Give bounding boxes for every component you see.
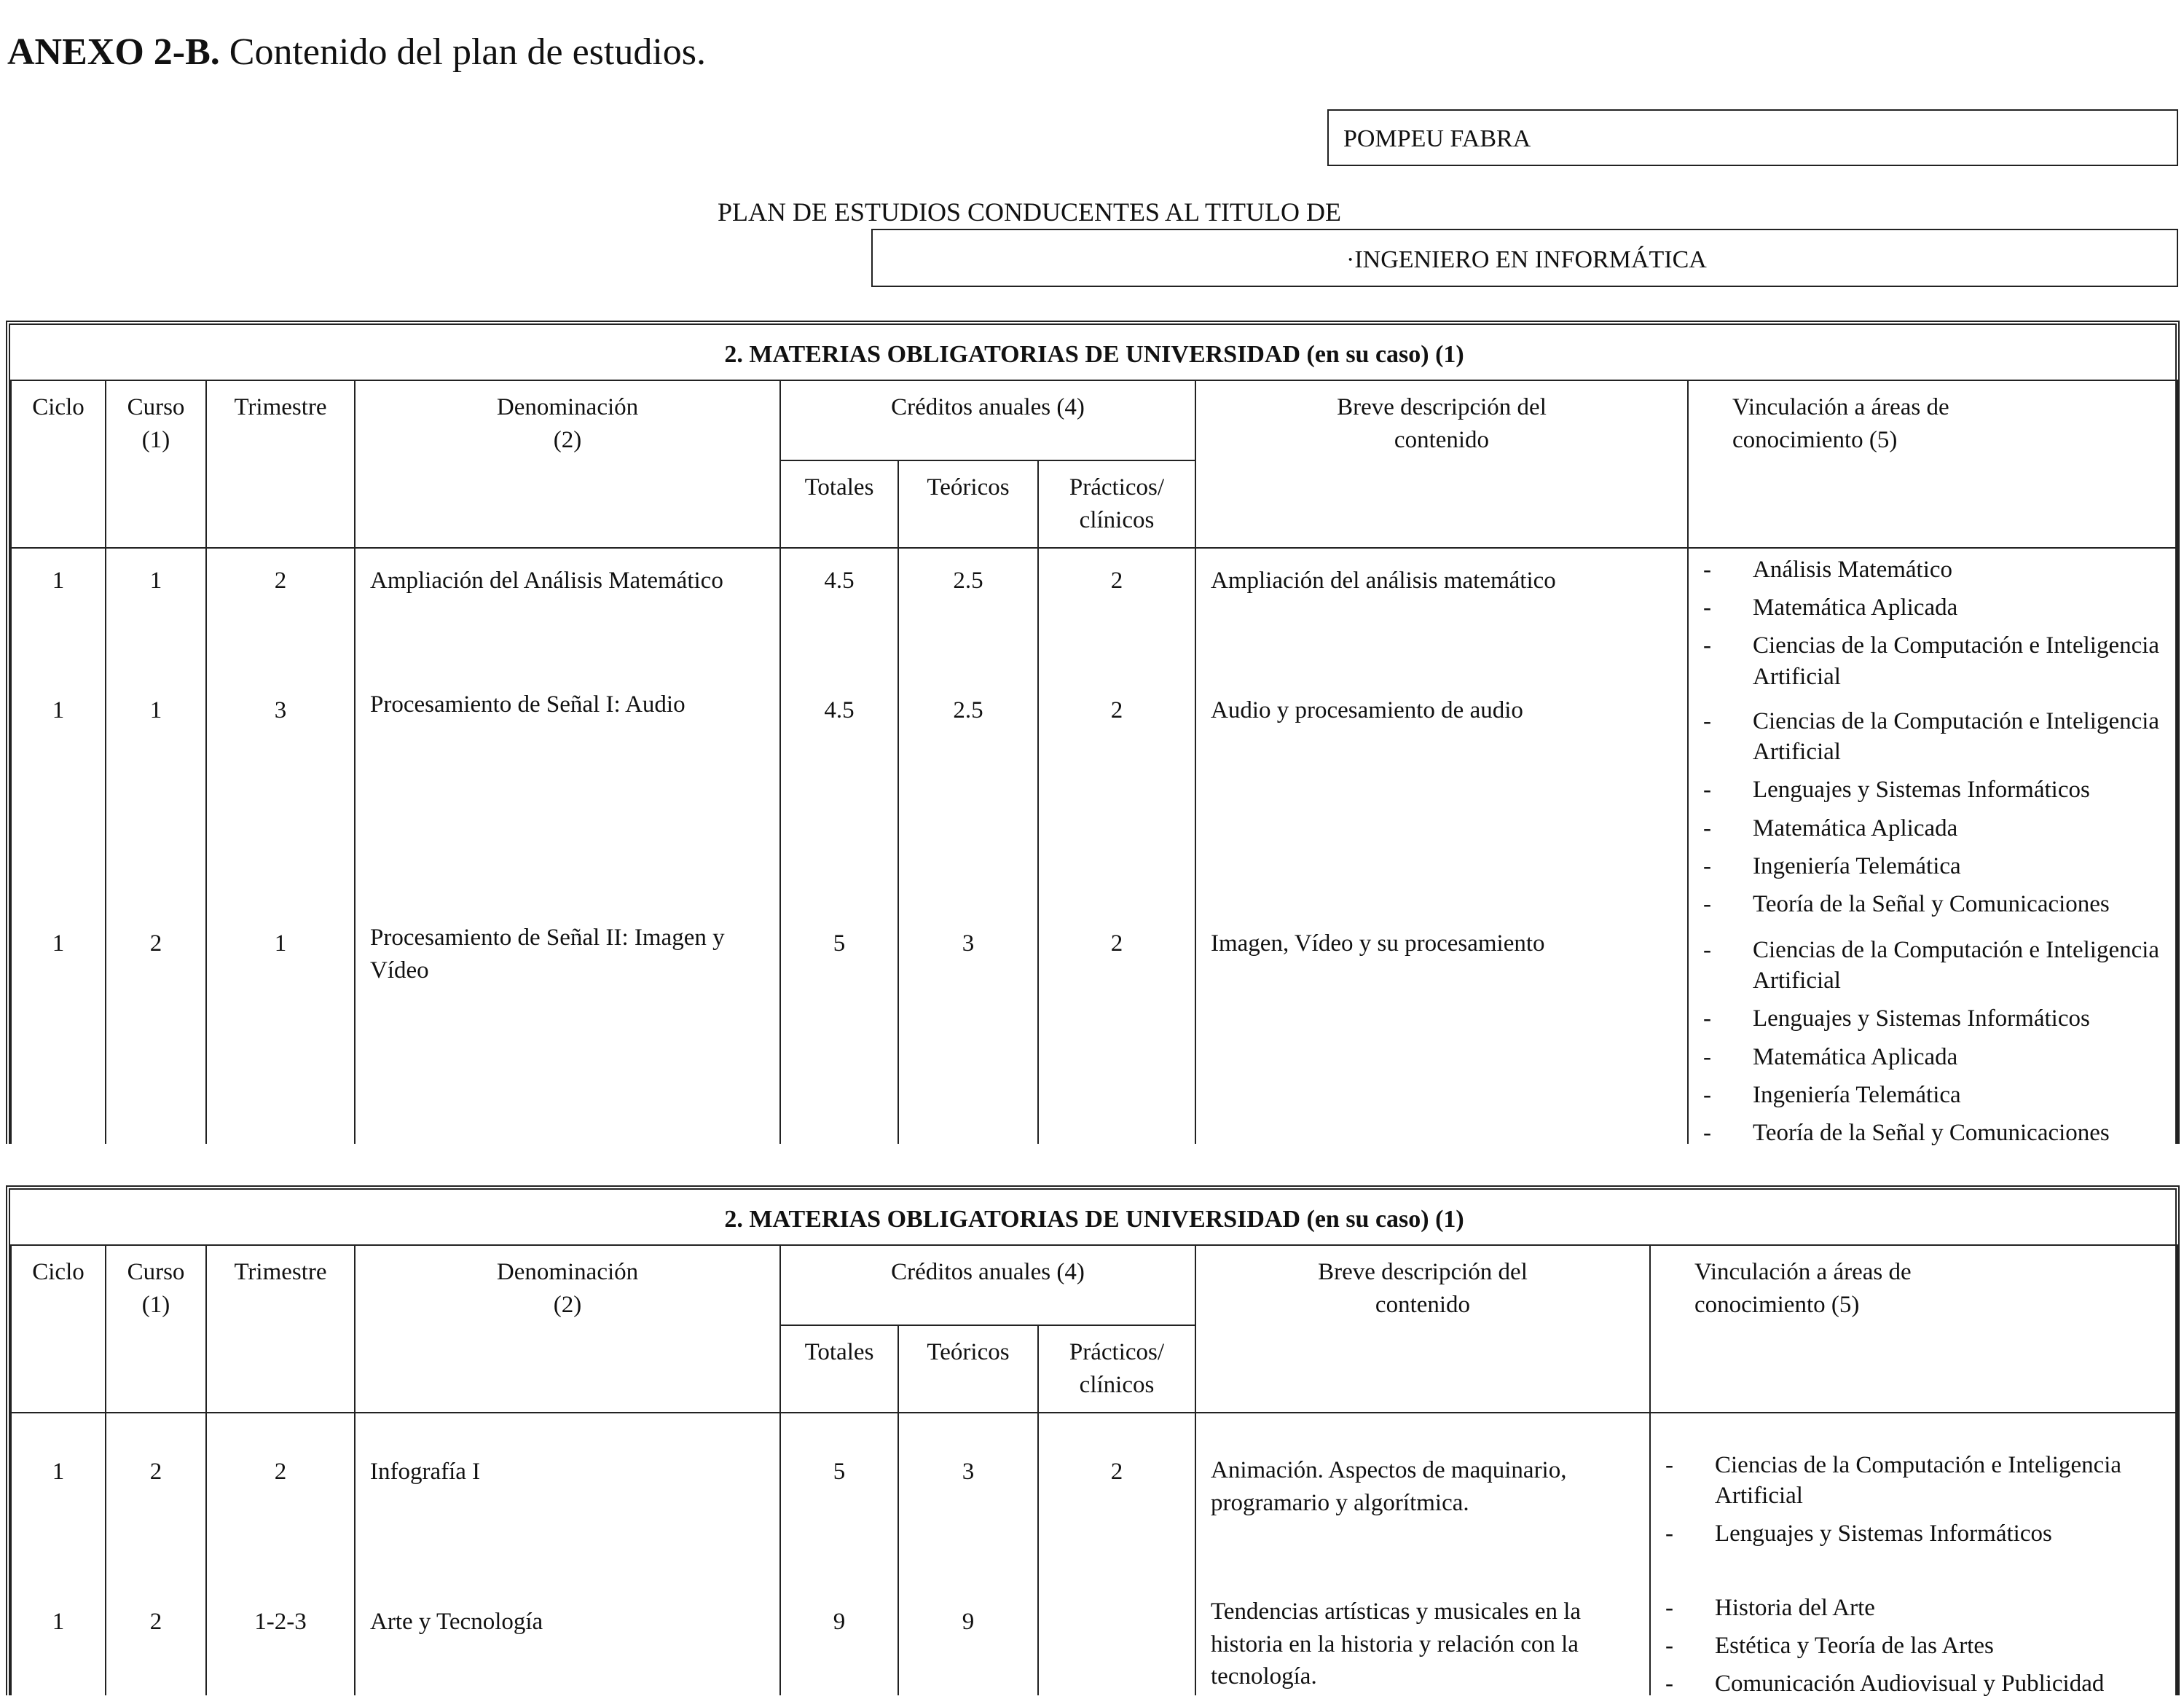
subjects-table-1	[6, 321, 2180, 1147]
subjects-table-2	[6, 1185, 2180, 1698]
area-item: - Matemática Aplicada	[1689, 813, 2177, 844]
col-denominacion: Denominación (2)	[355, 1245, 780, 1413]
curso-cell: 1 1 2	[106, 548, 206, 1144]
university-box	[1327, 109, 2178, 166]
col-practicos: Prácticos/ clínicos	[1038, 1325, 1195, 1413]
degree-box	[871, 229, 2178, 287]
degree-title: ·INGENIERO EN INFORMÁTICA	[1346, 246, 1707, 273]
practicos-cell: 2 2 2	[1038, 548, 1195, 1144]
annex-label: ANEXO 2-B.	[7, 31, 220, 73]
area-item: - Matemática Aplicada	[1689, 1042, 2177, 1072]
vinculacion-cell	[1650, 1413, 2177, 1698]
teoricos-cell: 2.5 2.5 3	[898, 548, 1038, 1144]
annex-title: Contenido del plan de estudios.	[229, 31, 707, 73]
university-name: POMPEU FABRA	[1343, 125, 1531, 152]
col-teoricos: Teóricos	[898, 460, 1038, 548]
teoricos-cell: 3 9	[898, 1413, 1038, 1695]
section-title: 2. MATERIAS OBLIGATORIAS DE UNIVERSIDAD (en su caso) (1)	[11, 1190, 2177, 1245]
section-title: 2. MATERIAS OBLIGATORIAS DE UNIVERSIDAD (en su caso) (1)	[11, 325, 2177, 380]
denominacion-cell: Infografía I Arte y Tecnología	[355, 1413, 780, 1695]
col-ciclo: Ciclo	[11, 1245, 106, 1413]
annex-heading	[7, 31, 706, 74]
col-vinculacion: Vinculación a áreas de conocimiento (5)	[1650, 1245, 2177, 1413]
area-item: - Ingeniería Telemática	[1689, 851, 2177, 882]
area-item: - Teoría de la Señal y Comunicaciones	[1689, 889, 2177, 919]
ciclo-cell: 1 1	[11, 1413, 106, 1695]
plan-label: PLAN DE ESTUDIOS CONDUCENTES AL TITULO DE	[718, 197, 1341, 227]
col-descripcion: Breve descripción del contenido	[1195, 1245, 1650, 1413]
col-totales: Totales	[780, 1325, 898, 1413]
area-item: - Ciencias de la Computación e Inteligencia Artificial	[1689, 935, 2177, 996]
ciclo-cell: 1 1 1	[11, 548, 106, 1144]
col-teoricos: Teóricos	[898, 1325, 1038, 1413]
practicos-cell: 2	[1038, 1413, 1195, 1695]
totales-cell: 5 9	[780, 1413, 898, 1695]
col-descripcion: Breve descripción del contenido	[1195, 380, 1688, 548]
area-item: - Ingeniería Telemática	[1689, 1080, 2177, 1110]
areas-list	[1689, 706, 2177, 927]
vinculacion-cell	[1688, 548, 2177, 1147]
area-item: - Análisis Matemático	[1689, 554, 2177, 585]
col-denominacion: Denominación (2)	[355, 380, 780, 548]
col-totales: Totales	[780, 460, 898, 548]
area-item: - Ciencias de la Computación e Inteligencia Artificial	[1689, 630, 2177, 691]
col-trimestre: Trimestre	[206, 380, 355, 548]
trimestre-cell: 2 3 1	[206, 548, 355, 1144]
area-item: - Lenguajes y Sistemas Informáticos	[1651, 1518, 2177, 1549]
col-creditos: Créditos anuales (4)	[780, 380, 1195, 460]
area-item: - Ciencias de la Computación e Inteligencia Artificial	[1651, 1450, 2177, 1511]
col-practicos: Prácticos/ clínicos	[1038, 460, 1195, 548]
col-curso: Curso (1)	[106, 1245, 206, 1413]
descripcion-cell: Animación. Aspectos de maquinario, programario y algorítmica. Tendencias artísticas y musicales en la historia en la historia y relación con la tecnología.	[1195, 1413, 1650, 1695]
areas-list	[1651, 1450, 2177, 1557]
curso-cell: 2 2	[106, 1413, 206, 1695]
col-trimestre: Trimestre	[206, 1245, 355, 1413]
area-item: - Lenguajes y Sistemas Informáticos	[1689, 774, 2177, 805]
area-item: - Comunicación Audiovisual y Publicidad	[1651, 1668, 2177, 1699]
areas-list	[1689, 935, 2177, 1155]
col-vinculacion: Vinculación a áreas de conocimiento (5)	[1688, 380, 2177, 548]
area-item: - Lenguajes y Sistemas Informáticos	[1689, 1003, 2177, 1034]
denominacion-cell: Ampliación del Análisis Matemático Procesamiento de Señal I: Audio Procesamiento de Señal II: Imagen y Vídeo	[355, 548, 780, 1144]
col-creditos: Créditos anuales (4)	[780, 1245, 1195, 1325]
descripcion-cell: Ampliación del análisis matemático Audio y procesamiento de audio Imagen, Vídeo y su procesamiento	[1195, 548, 1688, 1144]
area-item: - Matemática Aplicada	[1689, 592, 2177, 623]
area-item: - Estética y Teoría de las Artes	[1651, 1631, 2177, 1661]
areas-list	[1651, 1593, 2177, 1707]
areas-list	[1689, 554, 2177, 699]
col-curso: Curso (1)	[106, 380, 206, 548]
area-item: - Historia del Arte	[1651, 1593, 2177, 1623]
col-ciclo: Ciclo	[11, 380, 106, 548]
area-item: - Teoría de la Señal y Comunicaciones	[1689, 1118, 2177, 1148]
totales-cell: 4.5 4.5 5	[780, 548, 898, 1144]
trimestre-cell: 2 1-2-3	[206, 1413, 355, 1695]
area-item: - Ciencias de la Computación e Inteligencia Artificial	[1689, 706, 2177, 767]
